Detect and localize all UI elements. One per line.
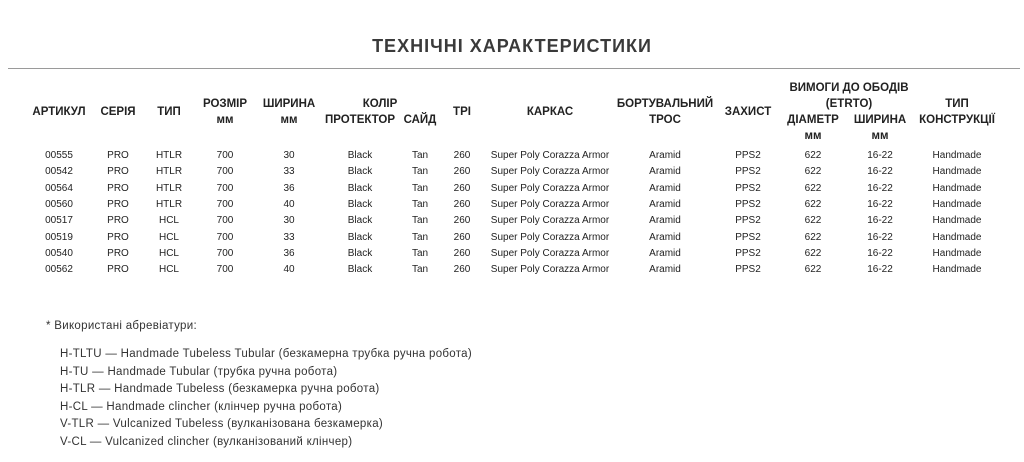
cell-casing: Super Poly Corazza Armor: [490, 182, 610, 194]
header-protection: ЗАХИСТ: [724, 106, 772, 118]
table-header: [28, 80, 998, 144]
cell-diameter: 622: [804, 199, 822, 211]
abbreviation-item: H-TLR — Handmade Tubeless (безкамерка ручна робота): [60, 383, 380, 396]
cell-construction: Handmade: [932, 264, 982, 276]
header-width: [258, 80, 320, 144]
cell-diameter: 622: [804, 215, 822, 227]
cell-series: PRO: [107, 150, 129, 162]
cell-article: 00540: [45, 247, 73, 259]
cell-type: HTLR: [155, 150, 183, 162]
cell-width: 33: [283, 231, 295, 243]
cell-width: 33: [283, 166, 295, 178]
cell-width: 36: [283, 182, 295, 194]
cell-size: 700: [216, 215, 234, 227]
abbreviations-heading: * Використані абревіатури:: [46, 320, 197, 332]
cell-size: 700: [216, 166, 234, 178]
cell-casing: Super Poly Corazza Armor: [490, 264, 610, 276]
header-type: ТИП: [157, 106, 181, 118]
header-construction: ТИП КОНСТРУКЦІЇ: [919, 98, 995, 126]
cell-side: Tan: [411, 182, 429, 194]
header-diameter: [782, 112, 844, 144]
header-series: СЕРІЯ: [100, 106, 136, 118]
cell-side: Tan: [411, 247, 429, 259]
table-row: [28, 164, 998, 180]
cell-width: 30: [283, 150, 295, 162]
cell-tpi: 260: [453, 182, 471, 194]
cell-tpi: 260: [453, 150, 471, 162]
header-side: САЙД: [403, 114, 437, 126]
cell-width: 30: [283, 215, 295, 227]
table-body: [28, 144, 998, 278]
cell-protector: Black: [347, 215, 373, 227]
cell-casing: Super Poly Corazza Armor: [490, 231, 610, 243]
cell-protection: PPS2: [735, 166, 761, 178]
cell-side: Tan: [411, 231, 429, 243]
cell-protection: PPS2: [735, 199, 761, 211]
cell-diameter: 622: [804, 166, 822, 178]
cell-rim-width: 16-22: [867, 166, 893, 178]
cell-rim-width: 16-22: [867, 247, 893, 259]
cell-bead: Aramid: [649, 264, 681, 276]
cell-construction: Handmade: [932, 182, 982, 194]
table-row: [28, 246, 998, 262]
cell-tpi: 260: [453, 264, 471, 276]
cell-protector: Black: [347, 182, 373, 194]
cell-protector: Black: [347, 264, 373, 276]
table-row: [28, 213, 998, 229]
cell-series: PRO: [107, 231, 129, 243]
cell-width: 40: [283, 199, 295, 211]
header-rim-width-label: ШИРИНА: [853, 114, 907, 126]
header-diameter-label: ДІАМЕТР: [787, 114, 839, 126]
cell-bead: Aramid: [649, 166, 681, 178]
cell-type: HTLR: [155, 182, 183, 194]
cell-tpi: 260: [453, 247, 471, 259]
cell-article: 00562: [45, 264, 73, 276]
cell-side: Tan: [411, 199, 429, 211]
header-size-label: РОЗМІР: [202, 98, 248, 110]
cell-side: Tan: [411, 264, 429, 276]
table-row: [28, 229, 998, 245]
cell-series: PRO: [107, 182, 129, 194]
cell-type: HCL: [158, 215, 179, 227]
cell-type: HCL: [158, 231, 179, 243]
cell-protection: PPS2: [735, 215, 761, 227]
header-diameter-unit: мм: [804, 130, 822, 142]
cell-tpi: 260: [453, 231, 471, 243]
cell-diameter: 622: [804, 264, 822, 276]
cell-protection: PPS2: [735, 231, 761, 243]
cell-rim-width: 16-22: [867, 182, 893, 194]
cell-rim-width: 16-22: [867, 264, 893, 276]
cell-diameter: 622: [804, 247, 822, 259]
cell-construction: Handmade: [932, 199, 982, 211]
cell-diameter: 622: [804, 231, 822, 243]
cell-series: PRO: [107, 199, 129, 211]
header-width-label: ШИРИНА: [262, 98, 316, 110]
cell-type: HCL: [158, 264, 179, 276]
cell-protector: Black: [347, 150, 373, 162]
cell-construction: Handmade: [932, 215, 982, 227]
cell-article: 00564: [45, 182, 73, 194]
cell-size: 700: [216, 150, 234, 162]
cell-protection: PPS2: [735, 182, 761, 194]
cell-protector: Black: [347, 166, 373, 178]
header-size-unit: мм: [216, 114, 234, 126]
cell-width: 40: [283, 264, 295, 276]
header-article: АРТИКУЛ: [32, 106, 86, 118]
header-tpi: TPI: [453, 106, 471, 118]
cell-protector: Black: [347, 231, 373, 243]
abbreviation-item: H-CL — Handmade clincher (клінчер ручна робота): [60, 400, 343, 413]
cell-bead: Aramid: [649, 247, 681, 259]
cell-casing: Super Poly Corazza Armor: [490, 166, 610, 178]
header-casing: КАРКАС: [526, 106, 574, 118]
header-rim-width: [844, 112, 916, 144]
cell-width: 36: [283, 247, 295, 259]
abbreviation-item: H-TLTU — Handmade Tubeless Tubular (безкамерна трубка ручна робота): [60, 348, 472, 360]
cell-casing: Super Poly Corazza Armor: [490, 199, 610, 211]
cell-casing: Super Poly Corazza Armor: [490, 150, 610, 162]
abbreviation-item: V-TLR — Vulcanized Tubeless (вулканізована безкамерка): [60, 418, 384, 431]
cell-series: PRO: [107, 264, 129, 276]
cell-tpi: 260: [453, 199, 471, 211]
title-divider: [8, 68, 1020, 69]
cell-construction: Handmade: [932, 166, 982, 178]
header-color: КОЛІР: [362, 98, 398, 110]
cell-bead: Aramid: [649, 215, 681, 227]
cell-rim-width: 16-22: [867, 215, 893, 227]
cell-article: 00560: [45, 199, 73, 211]
cell-article: 00542: [45, 166, 73, 178]
abbreviations-list: [60, 346, 472, 452]
abbreviation-item: V-CL — Vulcanized clincher (вулканізований клінчер): [60, 435, 353, 448]
cell-protection: PPS2: [735, 264, 761, 276]
cell-casing: Super Poly Corazza Armor: [490, 247, 610, 259]
cell-tpi: 260: [453, 215, 471, 227]
cell-size: 700: [216, 264, 234, 276]
cell-type: HTLR: [155, 166, 183, 178]
cell-rim-width: 16-22: [867, 231, 893, 243]
cell-size: 700: [216, 247, 234, 259]
cell-series: PRO: [107, 215, 129, 227]
cell-article: 00555: [45, 150, 73, 162]
cell-bead: Aramid: [649, 231, 681, 243]
cell-series: PRO: [107, 247, 129, 259]
cell-diameter: 622: [804, 150, 822, 162]
header-rim-requirements: ВИМОГИ ДО ОБОДІВ (ETRTO): [789, 82, 909, 110]
cell-size: 700: [216, 182, 234, 194]
cell-protection: PPS2: [735, 150, 761, 162]
abbreviation-item: H-TU — Handmade Tubular (трубка ручна робота): [60, 365, 338, 378]
cell-tpi: 260: [453, 166, 471, 178]
cell-bead: Aramid: [649, 150, 681, 162]
table-row: [28, 197, 998, 213]
cell-side: Tan: [411, 166, 429, 178]
cell-bead: Aramid: [649, 182, 681, 194]
header-width-unit: мм: [280, 114, 298, 126]
header-bead: БОРТУВАЛЬНИЙ ТРОС: [616, 98, 714, 126]
cell-article: 00519: [45, 231, 73, 243]
specs-table: [28, 80, 998, 278]
header-size: [192, 80, 258, 144]
cell-protector: Black: [347, 199, 373, 211]
table-row: [28, 144, 998, 164]
cell-size: 700: [216, 231, 234, 243]
cell-bead: Aramid: [649, 199, 681, 211]
cell-protector: Black: [347, 247, 373, 259]
cell-type: HTLR: [155, 199, 183, 211]
cell-side: Tan: [411, 150, 429, 162]
cell-size: 700: [216, 199, 234, 211]
cell-protection: PPS2: [735, 247, 761, 259]
cell-article: 00517: [45, 215, 73, 227]
page-title: ТЕХНІЧНІ ХАРАКТЕРИСТИКИ: [372, 36, 652, 56]
cell-casing: Super Poly Corazza Armor: [490, 215, 610, 227]
table-row: [28, 181, 998, 197]
cell-construction: Handmade: [932, 231, 982, 243]
cell-rim-width: 16-22: [867, 150, 893, 162]
header-protector: ПРОТЕКТОР: [324, 114, 396, 126]
cell-diameter: 622: [804, 182, 822, 194]
cell-construction: Handmade: [932, 150, 982, 162]
cell-rim-width: 16-22: [867, 199, 893, 211]
cell-type: HCL: [158, 247, 179, 259]
cell-series: PRO: [107, 166, 129, 178]
header-rim-width-unit: мм: [871, 130, 889, 142]
cell-side: Tan: [411, 215, 429, 227]
cell-construction: Handmade: [932, 247, 982, 259]
table-row: [28, 262, 998, 278]
